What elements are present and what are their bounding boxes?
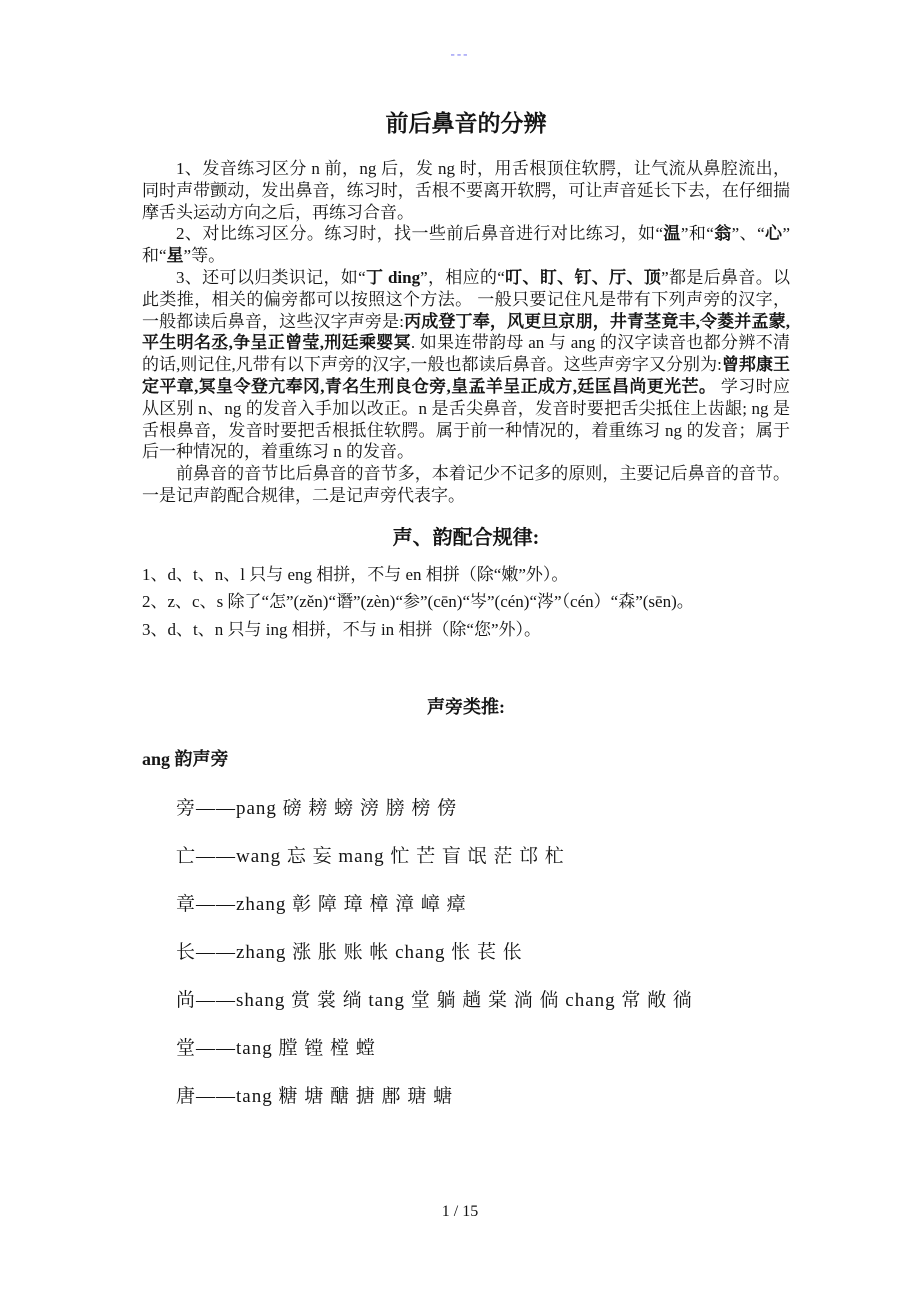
analogy-section-heading: 声旁类推: bbox=[427, 697, 505, 718]
rule-item: 2、z、c、s 除了“怎”(zěn)“谮”(zèn)“参”(cēn)“岑”(cén)“涔”（cén）“森”(sēn)。 bbox=[142, 592, 694, 612]
radical-list bbox=[142, 785, 790, 1121]
paragraph: 前鼻音的音节比后鼻音的音节多，本着记少不记多的原则，主要记后鼻音的音节。一是记声韵配合规律，二是记声旁代表字。 bbox=[142, 464, 790, 505]
paragraph: 3、还可以归类识记，如“丁 ding”，相应的“叮、盯、钉、厅、顶”都是后鼻音。以此类推，相关的偏旁都可以按照这个方法。 一般只要记住凡是带有下列声旁的汉字，一般都读后鼻音，这些汉字声旁是:丙成登丁奉，风更旦京朋，井青茎竟丰,令菱并孟蒙,平生明名丞,争呈正曾莹,刑廷乘婴冥. 如果连带韵母 an 与 ang 的汉字读音也都分辨不清的话,则记住,凡带有以下声旁的汉字,一般也都读后鼻音。这些声旁字又分别为:曾邦康王定平章,冥皇令登亢奉冈,青名生刑良仓旁,皇孟羊呈正成方,廷匡昌尚更光芒。 学习时应从区别 n、ng 的发音入手加以改正。n 是舌尖鼻音，发音时要把舌尖抵住上齿龈; ng 是舌根鼻音，发音时要把舌根抵住软腭。属于前一种情况的，着重练习 ng 的发音；属于后一种情况的，着重练习 n 的发音。 bbox=[142, 267, 791, 462]
rule-item: 3、d、t、n 只与 ing 相拼，不与 in 相拼（除“您”外）。 bbox=[142, 619, 542, 639]
radical-line: 唐——tang 糖 塘 醣 搪 鄌 瑭 螗 bbox=[176, 1086, 453, 1108]
paragraph: 1、发音练习区分 n 前，ng 后，发 ng 时，用舌根顶住软腭，让气流从鼻腔流出，同时声带颤动，发出鼻音，练习时，舌根不要离开软腭，可让声音延长下去，在仔细揣摩舌头运动方向之后，再练习合音。 bbox=[142, 159, 790, 222]
paragraph-block bbox=[142, 158, 790, 507]
radical-line: 堂——tang 膛 镗 樘 螳 bbox=[176, 1038, 376, 1060]
rules-list bbox=[142, 561, 790, 644]
top-marker: --- bbox=[450, 46, 470, 61]
document-title: 前后鼻音的分辨 bbox=[385, 111, 547, 136]
paragraph: 2、对比练习区分。练习时，找一些前后鼻音进行对比练习，如“温”和“翁”、“心”和“星”等。 bbox=[142, 224, 791, 266]
radical-line: 章——zhang 彰 障 璋 樟 漳 嶂 瘴 bbox=[176, 894, 467, 916]
ang-group-heading: ang 韵声旁 bbox=[142, 749, 229, 770]
radical-line: 旁——pang 磅 耪 螃 滂 膀 榜 傍 bbox=[176, 798, 458, 820]
rule-item: 1、d、t、n、l 只与 eng 相拼，不与 en 相拼（除“嫩”外）。 bbox=[142, 564, 569, 584]
radical-line: 尚——shang 赏 裳 绱 tang 堂 躺 趟 棠 淌 倘 chang 常 敞 徜 bbox=[176, 990, 693, 1012]
rules-section-heading: 声、韵配合规律: bbox=[392, 526, 540, 549]
radical-line: 长——zhang 涨 胀 账 帐 chang 怅 苌 伥 bbox=[176, 942, 523, 964]
radical-line: 亡——wang 忘 妄 mang 忙 芒 盲 氓 茫 邙 杧 bbox=[176, 846, 565, 868]
page-number: 1 / 15 bbox=[441, 1203, 479, 1220]
document-body bbox=[142, 108, 790, 1121]
